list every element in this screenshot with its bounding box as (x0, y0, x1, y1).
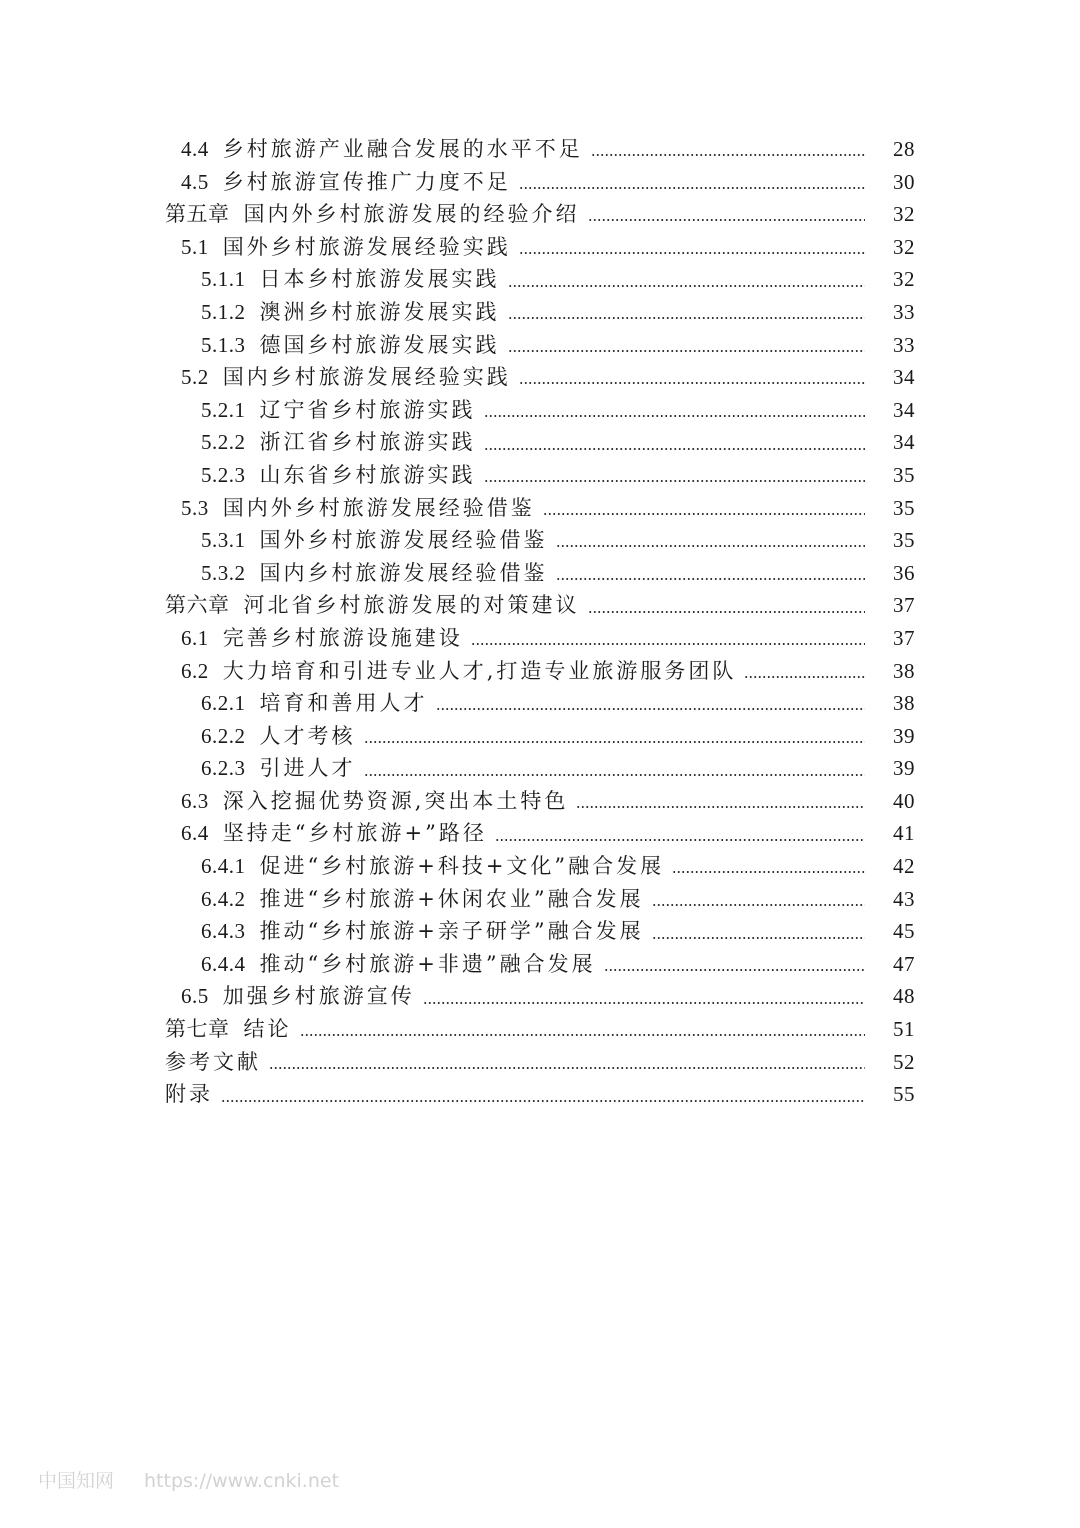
toc-entry[interactable] (0, 426, 1080, 459)
toc-entry[interactable] (0, 915, 1080, 948)
toc-entry-page-number: 37 (893, 625, 915, 650)
toc-entry-number: 6.4.1 (201, 854, 246, 879)
toc-entry[interactable] (0, 263, 1080, 296)
toc-entry-title: 山东省乡村旅游实践 (259, 462, 476, 487)
toc-entry-number: 6.2.1 (201, 691, 246, 716)
dot-leader (576, 806, 865, 808)
dot-leader (364, 774, 866, 776)
toc-entry-title: 大力培育和引进专业人才,打造专业旅游服务团队 (222, 658, 737, 683)
toc-entry-number: 5.3.2 (201, 560, 246, 585)
toc-entry[interactable] (0, 752, 1080, 785)
toc-entry-title: 推动“乡村旅游+亲子研学”融合发展 (259, 919, 644, 944)
dot-leader (484, 448, 866, 450)
toc-entry-number: 5.1.2 (201, 299, 246, 324)
toc-entry-number: 5.3 (181, 495, 209, 520)
toc-entry-title: 推进“乡村旅游+休闲农业”融合发展 (259, 886, 644, 911)
toc-entry-number: 5.1.3 (201, 332, 246, 357)
toc-entry-title: 促进“乡村旅游+科技+文化”融合发展 (259, 854, 665, 879)
toc-entry-number: 第五章 (165, 202, 230, 227)
toc-entry[interactable] (0, 492, 1080, 525)
toc-entry-page-number: 42 (893, 854, 915, 879)
toc-entry[interactable] (0, 198, 1080, 231)
toc-entry[interactable] (0, 524, 1080, 557)
toc-entry-page-number: 34 (893, 365, 915, 390)
toc-entry-title: 结论 (243, 1017, 292, 1042)
toc-entry-number: 5.1 (181, 234, 209, 259)
toc-entry-title: 河北省乡村旅游发展的对策建议 (243, 593, 580, 618)
toc-entry-title: 国外乡村旅游发展经验实践 (222, 234, 511, 259)
toc-entry[interactable] (0, 980, 1080, 1013)
toc-entry-title: 参考文献 (165, 1049, 261, 1074)
toc-entry-number: 5.1.1 (201, 267, 246, 292)
toc-entry-title: 附录 (165, 1082, 213, 1107)
dot-leader (604, 969, 865, 971)
toc-entry-title: 深入挖掘优势资源,突出本土特色 (222, 788, 569, 813)
dot-leader (556, 545, 866, 547)
toc-entry-title: 坚持走“乡村旅游+”路径 (222, 821, 487, 846)
toc-entry[interactable] (0, 655, 1080, 688)
toc-entry-number: 6.4 (181, 821, 209, 846)
dot-leader (364, 741, 866, 743)
toc-entry-page-number: 28 (893, 137, 915, 161)
toc-entry-number: 6.2 (181, 658, 209, 683)
toc-entry-page-number: 32 (893, 267, 915, 292)
toc-entry-title: 澳洲乡村旅游发展实践 (259, 299, 500, 324)
toc-entry-page-number: 48 (893, 984, 915, 1009)
toc-entry-page-number: 52 (893, 1049, 915, 1074)
watermark-url: https://www.cnki.net (144, 1470, 340, 1492)
toc-entry-page-number: 30 (893, 169, 915, 194)
dot-leader (300, 1034, 866, 1036)
toc-entry-page-number: 33 (893, 332, 915, 357)
dot-leader (508, 285, 866, 287)
toc-entry-page-number: 39 (893, 756, 915, 781)
toc-entry-number: 5.2.1 (201, 397, 246, 422)
toc-entry[interactable] (0, 883, 1080, 916)
toc-entry-number: 5.3.1 (201, 528, 246, 553)
toc-entry-number: 6.1 (181, 625, 209, 650)
dot-leader (423, 1002, 865, 1004)
toc-entry-page-number: 36 (893, 560, 915, 585)
toc-entry-page-number: 38 (893, 691, 915, 716)
toc-entry[interactable] (0, 850, 1080, 883)
toc-entry[interactable] (0, 133, 1080, 166)
toc-entry-page-number: 51 (893, 1017, 915, 1042)
dot-leader (436, 708, 866, 710)
toc-entry-page-number: 33 (893, 299, 915, 324)
toc-entry-number: 4.4 (181, 137, 209, 161)
dot-leader (588, 219, 866, 221)
toc-entry-title: 国内外乡村旅游发展经验借鉴 (222, 495, 535, 520)
toc-entry[interactable] (0, 687, 1080, 720)
toc-entry-number: 4.5 (181, 169, 209, 194)
toc-entry-page-number: 43 (893, 886, 915, 911)
toc-entry-number: 5.2 (181, 365, 209, 390)
toc-entry-page-number: 37 (893, 593, 915, 618)
toc-entry-number: 6.5 (181, 984, 209, 1009)
dot-leader (556, 578, 866, 580)
toc-entry-number: 6.2.3 (201, 756, 246, 781)
toc-entry-title: 完善乡村旅游设施建设 (222, 625, 463, 650)
toc-entry[interactable] (0, 394, 1080, 427)
toc-entry-number: 6.3 (181, 788, 209, 813)
dot-leader (543, 513, 865, 515)
toc-entry-page-number: 38 (893, 658, 915, 683)
dot-leader (508, 350, 866, 352)
toc-entry-number: 第七章 (165, 1017, 230, 1042)
toc-entry[interactable] (0, 296, 1080, 329)
toc-entry[interactable] (0, 589, 1080, 622)
toc-entry-page-number: 35 (893, 528, 915, 553)
toc-entry-page-number: 55 (893, 1082, 915, 1107)
toc-entry-title: 浙江省乡村旅游实践 (259, 430, 476, 455)
toc-entry[interactable] (0, 720, 1080, 753)
toc-entry-title: 培育和善用人才 (259, 691, 428, 716)
toc-entry[interactable] (0, 785, 1080, 818)
toc-entry-title: 德国乡村旅游发展实践 (259, 332, 500, 357)
toc-entry-page-number: 45 (893, 919, 915, 944)
toc-entry-page-number: 34 (893, 397, 915, 422)
toc-entry-title: 国外乡村旅游发展经验借鉴 (259, 528, 548, 553)
toc-entry[interactable] (0, 361, 1080, 394)
toc-entry[interactable] (0, 166, 1080, 199)
dot-leader (495, 839, 865, 841)
toc-entry-page-number: 40 (893, 788, 915, 813)
toc-entry-number: 5.2.2 (201, 430, 246, 455)
toc-entry-page-number: 35 (893, 495, 915, 520)
toc-entry-page-number: 34 (893, 430, 915, 455)
toc-entry-title: 推动“乡村旅游+非遗”融合发展 (259, 951, 596, 976)
dot-leader (519, 382, 865, 384)
toc-entry-title: 乡村旅游产业融合发展的水平不足 (222, 137, 583, 161)
toc-entry-title: 加强乡村旅游宣传 (222, 984, 415, 1009)
dot-leader (652, 937, 865, 939)
toc-entry-number: 5.2.3 (201, 462, 246, 487)
dot-leader (652, 904, 865, 906)
toc-entry[interactable] (0, 459, 1080, 492)
toc-entry[interactable] (0, 1046, 1080, 1079)
table-of-contents (0, 133, 1080, 1111)
toc-entry-page-number: 41 (893, 821, 915, 846)
dot-leader (744, 676, 865, 678)
dot-leader (484, 415, 866, 417)
watermark-site-name: 中国知网 (38, 1470, 115, 1492)
toc-entry[interactable] (0, 817, 1080, 850)
dot-leader (519, 187, 865, 189)
toc-entry[interactable] (0, 622, 1080, 655)
toc-entry-page-number: 39 (893, 723, 915, 748)
toc-entry-title: 乡村旅游宣传推广力度不足 (222, 169, 511, 194)
dot-leader (519, 252, 865, 254)
cnki-watermark (38, 1466, 369, 1493)
toc-entry-page-number: 32 (893, 202, 915, 227)
toc-entry[interactable] (0, 1078, 1080, 1111)
toc-entry-title: 引进人才 (259, 756, 356, 781)
dot-leader (269, 1067, 865, 1069)
dot-leader (508, 317, 866, 319)
toc-entry[interactable] (0, 231, 1080, 264)
toc-entry-number: 6.4.3 (201, 919, 246, 944)
toc-entry-number: 6.4.4 (201, 951, 246, 976)
toc-entry-title: 国内乡村旅游发展经验借鉴 (259, 560, 548, 585)
toc-entry[interactable] (0, 948, 1080, 981)
toc-entry-number: 6.2.2 (201, 723, 246, 748)
dot-leader (471, 643, 865, 645)
toc-entry[interactable] (0, 329, 1080, 362)
toc-entry-page-number: 32 (893, 234, 915, 259)
toc-entry-title: 日本乡村旅游发展实践 (259, 267, 500, 292)
toc-entry-title: 辽宁省乡村旅游实践 (259, 397, 476, 422)
dot-leader (672, 871, 865, 873)
dot-leader (591, 154, 865, 156)
dot-leader (588, 611, 866, 613)
toc-entry-title: 人才考核 (259, 723, 356, 748)
toc-entry[interactable] (0, 557, 1080, 590)
toc-entry[interactable] (0, 1013, 1080, 1046)
dot-leader (221, 1100, 865, 1102)
toc-entry-number: 第六章 (165, 593, 230, 618)
toc-entry-page-number: 47 (893, 951, 915, 976)
toc-entry-title: 国内乡村旅游发展经验实践 (222, 365, 511, 390)
toc-entry-title: 国内外乡村旅游发展的经验介绍 (243, 202, 580, 227)
dot-leader (484, 480, 866, 482)
toc-entry-number: 6.4.2 (201, 886, 246, 911)
toc-entry-page-number: 35 (893, 462, 915, 487)
